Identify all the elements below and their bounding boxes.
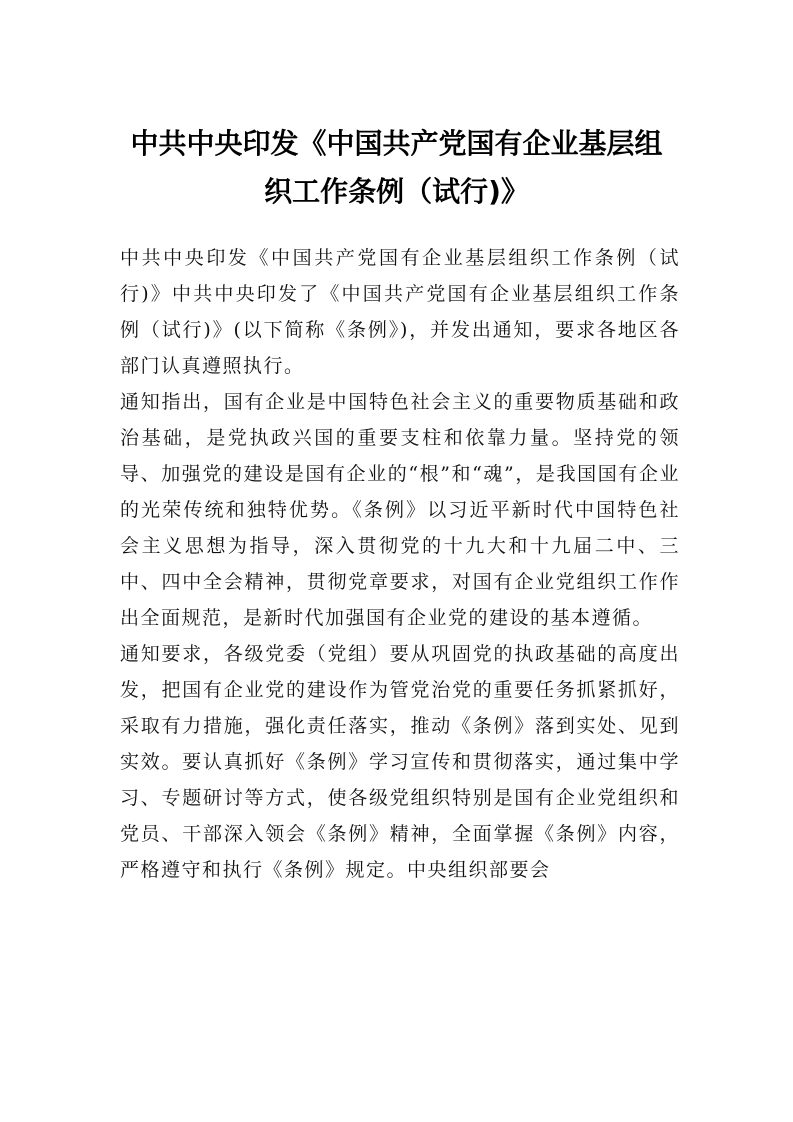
title-line-1: 中共中央印发《中国共产党国有企业基层组 xyxy=(130,127,663,160)
document-title xyxy=(100,120,693,216)
document-body xyxy=(120,240,680,888)
paragraph-1: 中共中央印发《中国共产党国有企业基层组织工作条例（试行)》中共中央印发了《中国共产党国有企业基层组织工作条例（试行)》(以下简称《条例》)，并发出通知，要求各地区各部门认真遵照执行。 xyxy=(120,247,680,377)
paragraph-2: 通知指出，国有企业是中国特色社会主义的重要物质基础和政治基础，是党执政兴国的重要支柱和依靠力量。坚持党的领导、加强党的建设是国有企业的“根”和“魂”，是我国国有企业的光荣传统和独特优势。《条例》以习近平新时代中国特色社会主义思想为指导，深入贯彻党的十九大和十九届二中、三中、四中全会精神，贯彻党章要求，对国有企业党组织工作作出全面规范，是新时代加强国有企业党的建设的基本遵循。 xyxy=(120,391,680,629)
title-line-2: 织工作条例（试行)》 xyxy=(264,175,529,208)
paragraph-3: 通知要求，各级党委（党组）要从巩固党的执政基础的高度出发，把国有企业党的建设作为管党治党的重要任务抓紧抓好，采取有力措施，强化责任落实，推动《条例》落到实处、见到实效。要认真抓好《条例》学习宣传和贯彻落实，通过集中学习、专题研讨等方式，使各级党组织特别是国有企业党组织和党员、干部深入领会《条例》精神，全面掌握《条例》内容，严格遵守和执行《条例》规定。中央组织部要会 xyxy=(120,643,680,881)
